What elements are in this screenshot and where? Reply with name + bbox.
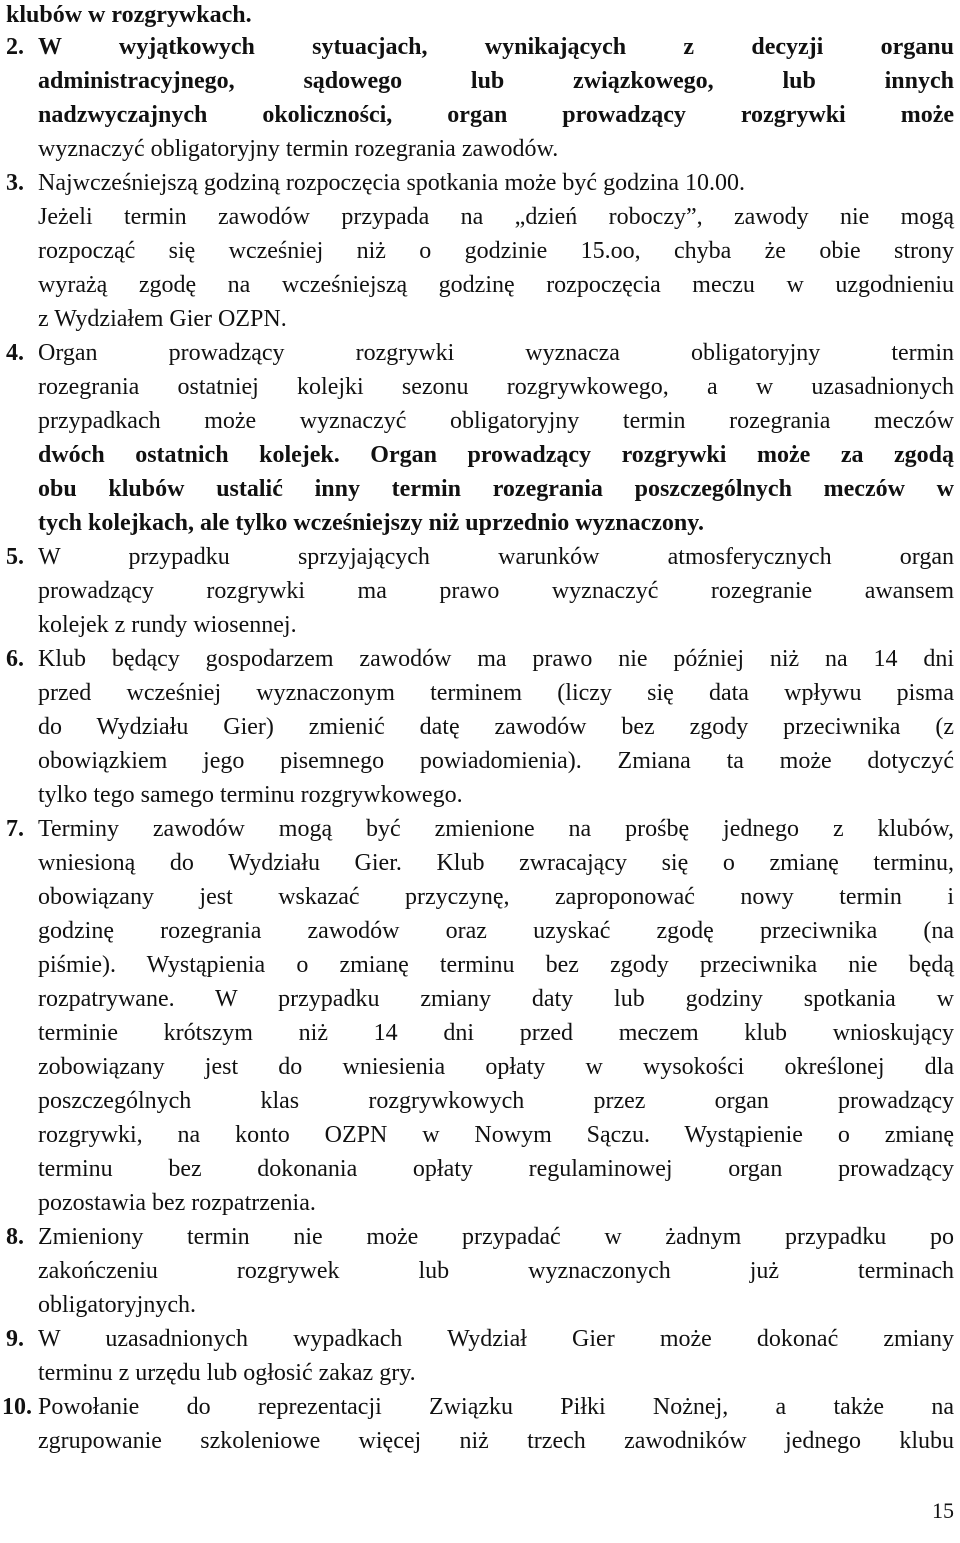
item-line: terminie krótszym niż 14 dni przed meczem klub wnioskujący [38,1020,954,1046]
continuation-line: klubów w rozgrywkach. [6,2,252,28]
item-line: rozgrywki, na konto OZPN w Nowym Sączu. Wystąpienie o zmianę [38,1122,954,1148]
item-line: obowiązany jest wskazać przyczynę, zaproponować nowy termin i [38,884,954,910]
item-line: prowadzący rozgrywki ma prawo wyznaczyć rozegranie awansem [38,578,954,604]
item-line: przed wcześniej wyznaczonym terminem (liczy się data wpływu pisma [38,680,954,706]
list-item-7 [6,812,954,1220]
item-number: 9. [6,1326,24,1352]
list-item-4 [6,336,954,540]
list-item-6 [6,642,954,812]
item-number: 2. [6,34,24,60]
numbered-list [0,30,960,1458]
item-line: Najwcześniejszą godziną rozpoczęcia spotkania może być godzina 10.00. [38,170,746,196]
item-number: 4. [6,340,24,366]
item-line: W przypadku sprzyjających warunków atmosferycznych organ [38,544,954,570]
item-line: piśmie). Wystąpienia o zmianę terminu bez zgody przeciwnika nie będą [38,952,954,978]
item-line: z Wydziałem Gier OZPN. [38,306,287,332]
item-number: 10. [2,1394,32,1420]
item-line: wyznaczyć obligatoryjny termin rozegrania zawodów. [38,136,559,162]
page-number: 15 [932,1498,954,1523]
item-number: 6. [6,646,24,672]
item-line: rozpocząć się wcześniej niż o godzinie 15.oo, chyba że obie strony [38,238,954,264]
list-item-8 [6,1220,954,1322]
item-line: wniesioną do Wydziału Gier. Klub zwracający się o zmianę terminu, [38,850,954,876]
item-number: 5. [6,544,24,570]
item-line: obowiązkiem jego pisemnego powiadomienia). Zmiana ta może dotyczyć [38,748,954,774]
item-line: do Wydziału Gier) zmienić datę zawodów bez zgody przeciwnika (z [38,714,954,740]
item-line: kolejek z rundy wiosennej. [38,612,297,638]
list-item-9 [6,1322,954,1390]
item-number: 3. [6,170,24,196]
item-line: tych kolejkach, ale tylko wcześniejszy niż uprzednio wyznaczony. [38,510,704,536]
item-line: dwóch ostatnich kolejek. Organ prowadzący rozgrywki może za zgodą [38,442,954,468]
item-line: W wyjątkowych sytuacjach, wynikających z decyzji organu [38,34,954,60]
item-line: zakończeniu rozgrywek lub wyznaczonych już terminach [38,1258,954,1284]
item-line: administracyjnego, sądowego lub związkowego, lub innych [38,68,954,94]
item-line: rozpatrywane. W przypadku zmiany daty lub godziny spotkania w [38,986,954,1012]
item-number: 7. [6,816,24,842]
item-line: pozostawia bez rozpatrzenia. [38,1190,316,1216]
item-line: Klub będący gospodarzem zawodów ma prawo nie później niż na 14 dni [38,646,954,672]
list-item-2 [6,30,954,166]
item-number: 8. [6,1224,24,1250]
item-line: W uzasadnionych wypadkach Wydział Gier może dokonać zmiany [38,1326,954,1352]
item-line: nadzwyczajnych okoliczności, organ prowadzący rozgrywki może [38,102,954,128]
item-line: Zmieniony termin nie może przypadać w żadnym przypadku po [38,1224,954,1250]
item-line: terminu z urzędu lub ogłosić zakaz gry. [38,1360,416,1386]
item-line: tylko tego samego terminu rozgrywkowego. [38,782,463,808]
item-line: poszczególnych klas rozgrywkowych przez organ prowadzący [38,1088,954,1114]
item-line: rozegrania ostatniej kolejki sezonu rozgrywkowego, a w uzasadnionych [38,374,954,400]
item-line: obligatoryjnych. [38,1292,196,1318]
item-line: terminu bez dokonania opłaty regulaminowej organ prowadzący [38,1156,954,1182]
item-line: wyrażą zgodę na wcześniejszą godzinę rozpoczęcia meczu w uzgodnieniu [38,272,954,298]
item-line: zgrupowanie szkoleniowe więcej niż trzech zawodników jednego klubu [38,1428,954,1454]
item-line: Organ prowadzący rozgrywki wyznacza obligatoryjny termin [38,340,954,366]
item-line: godzinę rozegrania zawodów oraz uzyskać zgodę przeciwnika (na [38,918,954,944]
item-line: Powołanie do reprezentacji Związku Piłki Nożnej, a także na [38,1394,954,1420]
item-line: zobowiązany jest do wniesienia opłaty w wysokości określonej dla [38,1054,954,1080]
list-item-5 [6,540,954,642]
item-line: Terminy zawodów mogą być zmienione na prośbę jednego z klubów, [38,816,954,842]
list-item-3 [6,166,954,336]
item-line: przypadkach może wyznaczyć obligatoryjny termin rozegrania meczów [38,408,954,434]
item-line: Jeżeli termin zawodów przypada na „dzień roboczy”, zawody nie mogą [38,204,954,230]
item-line: obu klubów ustalić inny termin rozegrania poszczególnych meczów w [38,476,954,502]
list-item-10 [2,1390,954,1458]
